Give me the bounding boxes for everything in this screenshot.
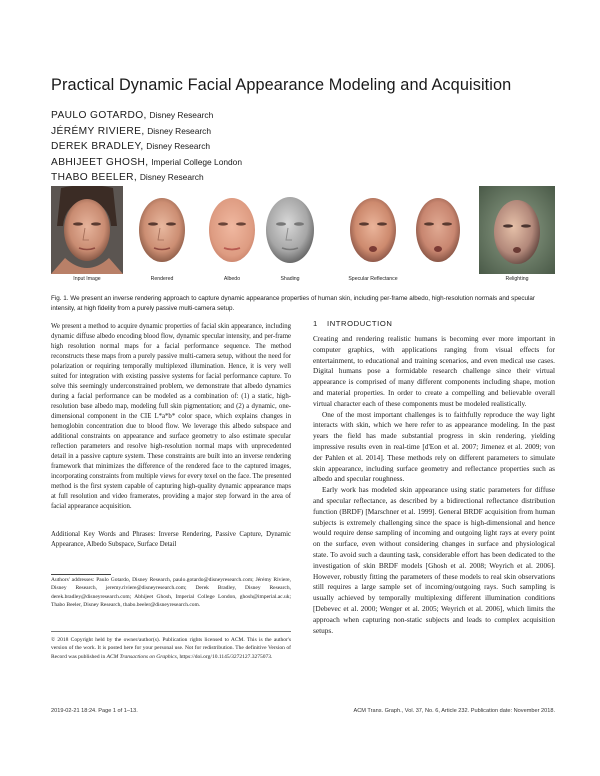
section-number: 1 [313, 319, 318, 328]
teaser-panel-rendered [130, 186, 194, 282]
paper-title: Practical Dynamic Facial Appearance Modeling and Acquisition [51, 76, 512, 94]
panel-label: Specular Reflectance [348, 276, 398, 282]
copyright-doi: , https://doi.org/10.1145/3272127.3275073. [176, 653, 273, 660]
teaser-panel-specular-map [408, 186, 468, 274]
introduction-body [313, 334, 555, 636]
face-image-albedo [200, 186, 264, 274]
page-footer-left: 2019-02-21 18:24. Page 1 of 1–13. [51, 708, 138, 714]
copyright-notice [51, 636, 291, 661]
author-entry [51, 170, 451, 186]
copyright-journal: ACM Transactions on Graphics [106, 653, 177, 660]
face-image-relighting [479, 186, 555, 274]
face-image-input [51, 186, 123, 274]
face-image-shading [258, 186, 322, 274]
panel-label: Rendered [150, 276, 174, 282]
keywords: Additional Key Words and Phrases: Inverse Rendering, Passive Capture, Dynamic Appearance, Albedo Subspace, Surface Detail [51, 531, 291, 548]
teaser-panel-albedo [200, 186, 264, 282]
author-affiliation: Disney Research [147, 125, 212, 136]
authors-address: Authors' addresses: Paulo Gotardo, Disney Research, paulo.gotardo@disneyresearch.com; Jérémy Riviere, Disney Research, jeremy.riviere@disneyresearch.com; Derek Bradley, Disney Research, derek.bradley@disneyresearch.com; Abhijeet Ghosh, Imperial College London, ghosh@imperial.ac.uk; Thabo Beeler, Disney Research, thabo.beeler@disneyresearch.com. [51, 577, 291, 609]
teaser-panel-relighting [479, 186, 555, 282]
copyright-divider [51, 631, 291, 632]
face-image-specular [341, 186, 405, 274]
author-affiliation: Disney Research [139, 172, 204, 182]
intro-paragraph: Early work has modeled skin appearance using static parameters for diffuse and specular reflectance, as described by a bidirectional reflectance distribution function (BRDF) [Marschner et al. 1999]. General BRDF acquisition from human subjects is extremely challenging since the space is high-dimensional and hence would require dense sampling of incoming and outgoing light rays at every point on the surface, even without considering changes in surface and physiological state. To avoid such a daunting task, considerable effort has been dedicated to the investigation of skin BRDF models [Ghosh et al. 2008; Weyrich et al. 2006]. However, robustly fitting the parameters of these models to real skin observations still requires a large sample set of incoming/outgoing rays. Such sampling is usually achieved by temporally multiplexing different illumination conditions [Debevec et al. 2000; Wenger et al. 2005; Weyrich et al. 2006], which limits the approach when capturing non-static subjects and leads to complex acquisition setups. [313, 485, 555, 635]
author-name: DEREK BRADLEY, [51, 141, 144, 152]
author-list [51, 108, 451, 186]
author-entry [51, 139, 451, 155]
author-entry [51, 124, 451, 140]
abstract: We present a method to acquire dynamic properties of facial skin appearance, including dynamic diffuse albedo encoding blood flow, dynamic specular intensity, and per-frame high resolution normal maps for a facial performance sequence. The method reconstructs these maps from a purely passive multi-camera setup, without the need for polarization or requiring temporally multiplexed illumination. Hence, it is very well suited for integration with existing passive systems for facial performance capture. To solve this seemingly underconstrained problem, we demonstrate that albedo dynamics during a facial performance can be modeled as a combination of: (1) a static, high-resolution base albedo map, modeling full skin pigmentation; and (2) a dynamic, one-dimensional component in the CIE L*a*b* color space, which explains changes in hemoglobin concentration due to blood flow. We leverage this albedo subspace and additional constraints on appearance and surface geometry to also estimate specular reflection parameters and resolve high-resolution normal maps with unprecedented detail in a passive capture system. These constraints are built into an inverse rendering framework that minimizes the difference of the rendered face to the captured images, incorporating constraints from multiple views for every texel on the face. The presented method is the first system capable of capturing high-quality dynamic appearance maps at full resolution and video framerates, providing a major step forward in the area of facial appearance acquisition. [51, 323, 291, 510]
face-image-rendered [130, 186, 194, 274]
page-footer-right: ACM Trans. Graph., Vol. 37, No. 6, Article 232. Publication date: November 2018. [353, 708, 555, 714]
section-title: INTRODUCTION [327, 319, 393, 328]
intro-paragraph: One of the most important challenges is to faithfully reproduce the way light interacts with skin, which we here refer to as appearance modeling. In the past years the field has made substantial progress in skin rendering, yielding impressive results even in real-time [d'Eon et al. 2007; Jimenez et al. 2009; von der Pahlen et al. 2014]. These methods rely on different parameters to simulate skin appearance, including surface geometry and reflectance properties such as albedo and specular roughness. [313, 409, 555, 484]
panel-label: Albedo [223, 276, 241, 282]
author-affiliation: Imperial College London [151, 156, 242, 167]
footnote-divider [51, 574, 111, 575]
author-name: PAULO GOTARDO, [51, 110, 147, 121]
author-affiliation: Disney Research [146, 141, 211, 151]
author-entry [51, 108, 451, 124]
section-heading [313, 319, 553, 328]
teaser-panel-shading [258, 186, 322, 282]
panel-label: Input Image [73, 276, 101, 282]
panel-label: Relighting [505, 276, 529, 282]
author-name: THABO BEELER, [51, 172, 138, 183]
author-entry [51, 155, 451, 171]
teaser-panel-specular [341, 186, 405, 282]
face-image-specular-map [408, 186, 468, 274]
intro-paragraph: Creating and rendering realistic humans is becoming ever more important in computer graphics, with applications ranging from visual effects for entertainment, to educational and training scenarios, and even medical use cases. Digital humans pose a formidable research challenge since their virtual appearance is comprised of many different components including shape, motion and material properties. In order to create a compelling and believable overall virtual character each of these components must be modeled realistically. [313, 334, 555, 408]
author-name: ABHIJEET GHOSH, [51, 156, 149, 168]
panel-label: Shading [280, 276, 300, 282]
figure-caption: Fig. 1. We present an inverse rendering approach to capture dynamic appearance properties of human skin, including per-frame albedo, high-resolution normals and specular intensity, at high fidelity from a purely passive multi-camera setup. [51, 295, 535, 312]
teaser-panel-input [51, 186, 123, 282]
copyright-text: © 2018 Copyright held by the owner/author(s). Publication rights licensed to ACM. This is the author's version of the work. It is posted here for your personal use. Not for redistribution. The definitive Version of Record was published in [51, 637, 291, 660]
author-name: JÉRÉMY RIVIERE, [51, 125, 145, 137]
author-affiliation: Disney Research [149, 110, 214, 120]
teaser-figure [51, 186, 556, 284]
